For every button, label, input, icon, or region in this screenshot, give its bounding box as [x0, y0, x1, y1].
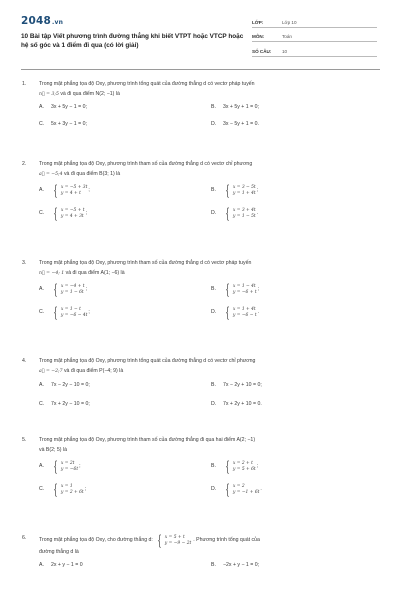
option-text: 3x + 5y + 1 = 0; [223, 104, 259, 110]
option-text: 7x − 2y + 10 = 0; [223, 382, 262, 388]
option-label: A. [39, 382, 44, 388]
meta-value: 10 [282, 48, 288, 54]
option-tail: ; [85, 210, 88, 217]
equation-line: y = 4 + t [60, 191, 81, 196]
option-a[interactable] [39, 460, 81, 474]
equation-line: y = 1 + 4t [232, 191, 256, 196]
question-6 [22, 534, 378, 578]
question-number: 1. [22, 81, 27, 87]
option-tail: ; [79, 463, 81, 470]
question-5 [22, 436, 378, 503]
brace-icon: { [157, 533, 162, 549]
equation-line: x = 1 [60, 484, 73, 489]
equation-line: x = 1 + 4t [232, 307, 256, 312]
question-1 [22, 80, 378, 133]
equation-line: y = −6 − 4t [60, 313, 88, 318]
question-3 [22, 259, 378, 326]
equation-line: y = −6t [60, 467, 79, 472]
meta-row-count [252, 42, 377, 57]
option-b[interactable] [211, 460, 258, 474]
option-a[interactable] [39, 561, 83, 571]
meta-row-subject [252, 28, 377, 43]
equation-line: x = 2t [60, 461, 75, 466]
option-tail: ; [84, 486, 87, 493]
vector-notation: a⃗ = −5;4 [39, 171, 63, 177]
option-text: 5x + 3y − 1 = 0; [51, 121, 87, 127]
equation-line: x = 1 − t [60, 307, 81, 312]
equation-line: x = 2 + t [232, 461, 253, 466]
equation-line: y = 1 − 6t [60, 290, 84, 295]
brace-icon: { [53, 305, 58, 321]
option-tail: . [260, 486, 262, 493]
option-d[interactable] [211, 400, 262, 410]
brace-icon: { [225, 206, 230, 222]
option-label: C. [39, 401, 45, 407]
brace-icon: { [53, 282, 58, 298]
question-stem: Trong mặt phẳng tọa độ Oxy, phương trình tổng quát của đường thẳng d có vectơ chỉ phương [39, 358, 256, 364]
question-stem: Trong mặt phẳng tọa độ Oxy, phương trình tham số của đường thẳng đi qua hai điểm A(2; −1) [39, 437, 256, 443]
vector-notation: n⃗ = 3;5 [39, 91, 59, 97]
brace-icon: { [225, 282, 230, 298]
option-label: C. [39, 210, 45, 217]
question-4 [22, 357, 378, 412]
option-d[interactable] [211, 207, 258, 221]
question-stem-rest: và đi qua điểm N(2; −1) là [58, 90, 120, 97]
vector-notation: a⃗ = −2;7 [39, 368, 63, 374]
option-label: D. [211, 309, 217, 316]
brace-icon: { [225, 183, 230, 199]
option-text: 2x + y − 1 = 0 [51, 561, 83, 568]
option-c[interactable] [39, 483, 86, 497]
option-tail: ; [257, 286, 260, 293]
option-a[interactable] [39, 381, 90, 391]
option-b[interactable] [211, 184, 258, 198]
document-title: 10 Bài tập Viết phương trình đường thẳng khi biết VTPT hoặc VTCP hoặc hệ số góc và 1 điểm đi qua (có lời giải) [21, 33, 244, 50]
option-text: −2x + y − 1 = 0; [223, 561, 260, 568]
logo-tld: .vn [52, 19, 64, 26]
equation-line: x = −5 + 3t [60, 185, 88, 190]
option-label: A. [39, 463, 44, 470]
option-d[interactable] [211, 483, 262, 497]
meta-value: Lớp 10 [282, 19, 297, 25]
option-label: D. [211, 401, 217, 407]
meta-value: Toán [282, 34, 292, 39]
option-tail: . [256, 210, 259, 217]
option-label: B. [211, 561, 216, 568]
option-tail: ; [256, 463, 259, 470]
brace-icon: { [225, 482, 230, 498]
option-label: A. [39, 104, 44, 110]
meta-key: SỐ CÂU: [252, 48, 272, 54]
document-header [0, 0, 400, 62]
option-c[interactable] [39, 306, 90, 320]
option-text: 7x − 2y − 10 = 0; [51, 382, 90, 388]
question-number: 4. [22, 358, 27, 364]
option-label: D. [211, 121, 217, 127]
option-label: C. [39, 309, 45, 316]
question-stem: Trong mặt phẳng tọa độ Oxy, phương trình tham số của đường thẳng d có vectơ pháp tuyến [39, 260, 252, 266]
equation-line: y = −9 − 2t [164, 541, 192, 546]
option-b[interactable] [211, 103, 259, 113]
option-b[interactable] [211, 381, 262, 391]
option-label: A. [39, 187, 44, 194]
question-stem-rest: và đi qua điểm P(−4; 9) là [62, 367, 124, 374]
equation-line: x = 3 − 5t [232, 185, 256, 190]
equation-line: y = −6 + t [232, 290, 257, 295]
option-a[interactable] [39, 184, 90, 198]
question-stem-rest: và đi qua điểm A(1; −6) là [64, 269, 125, 276]
option-c[interactable] [39, 207, 87, 221]
brace-icon: { [53, 459, 58, 475]
option-text: 7x + 2y + 10 = 0. [223, 401, 262, 407]
meta-key: LỚP: [252, 19, 264, 25]
question-2 [22, 160, 378, 227]
option-label: C. [39, 121, 45, 127]
option-tail: ; [256, 187, 259, 194]
option-b[interactable] [211, 561, 259, 571]
option-a[interactable] [39, 283, 87, 297]
meta-row-class [252, 13, 377, 28]
question-number: 2. [22, 161, 27, 167]
option-tail: ; [88, 187, 90, 194]
question-stem-rest: đường thẳng d là [39, 549, 79, 555]
equation-line: y = 5 + 6t [232, 467, 256, 472]
question-number: 3. [22, 260, 27, 266]
brace-icon: { [53, 206, 58, 222]
option-label: A. [39, 286, 44, 293]
equation-line: x = 1 − 4t [232, 284, 256, 289]
brace-icon: { [225, 459, 230, 475]
option-c[interactable] [39, 400, 90, 410]
option-text: 3x − 5y + 1 = 0. [223, 121, 259, 127]
question-number: 6. [22, 535, 27, 541]
header-divider [21, 69, 380, 70]
question-number: 5. [22, 437, 27, 443]
option-b[interactable] [211, 283, 259, 297]
meta-table [252, 13, 377, 57]
question-stem: Trong mặt phẳng tọa độ Oxy, phương trình tham số của đường thẳng d có vectơ chỉ phương [39, 161, 253, 167]
option-label: C. [39, 486, 45, 493]
equation-line: x = 5 + t [164, 535, 185, 540]
option-label: B. [211, 286, 216, 293]
option-d[interactable] [211, 306, 259, 320]
option-label: B. [211, 382, 216, 388]
option-label: B. [211, 104, 216, 110]
question-stem-rest: và B(2; 5) là [39, 446, 67, 453]
question-stem: Trong mặt phẳng tọa độ Oxy, cho đường thẳng d: [39, 537, 153, 544]
equation-line: x = −4 + t [60, 284, 85, 289]
option-d[interactable] [211, 120, 259, 130]
equation-line: y = 4 + 3t [60, 214, 84, 219]
option-c[interactable] [39, 120, 87, 130]
option-a[interactable] [39, 103, 87, 113]
brace-icon: { [53, 482, 58, 498]
option-label: A. [39, 561, 44, 568]
equation-line: y = −1 + 6t [232, 490, 260, 495]
equation-line: x = 3 + 4t [232, 208, 256, 213]
site-logo[interactable] [21, 15, 63, 27]
equation-line: x = 2 [232, 484, 245, 489]
brace-icon: { [53, 183, 58, 199]
option-tail: ; [88, 309, 90, 316]
option-label: D. [211, 486, 217, 493]
option-text: 7x + 2y − 10 = 0; [51, 401, 90, 407]
equation-line: y = 1 − 5t [232, 214, 256, 219]
brace-icon: { [225, 305, 230, 321]
logo-main: 2048 [21, 15, 52, 27]
meta-key: MÔN: [252, 34, 265, 39]
equation-line: y = −6 − t [232, 313, 257, 318]
option-label: B. [211, 187, 216, 194]
option-label: B. [211, 463, 216, 470]
option-text: 3x + 5y − 1 = 0; [51, 104, 87, 110]
option-tail: . [257, 309, 260, 316]
option-label: D. [211, 210, 217, 217]
option-tail: ; [85, 286, 88, 293]
equation-line: y = 2 + 6t [60, 490, 84, 495]
question-stem-rest: và đi qua điểm B(3; 1) là [62, 170, 121, 177]
equation-line: x = −5 + t [60, 208, 85, 213]
question-stem: Trong mặt phẳng tọa độ Oxy, phương trình tổng quát của đường thẳng d có vectơ pháp tuyến [39, 81, 255, 87]
question-stem-b: . Phương trình tổng quát của [193, 537, 260, 544]
vector-notation: n⃗ = −4; 1 [39, 270, 65, 276]
